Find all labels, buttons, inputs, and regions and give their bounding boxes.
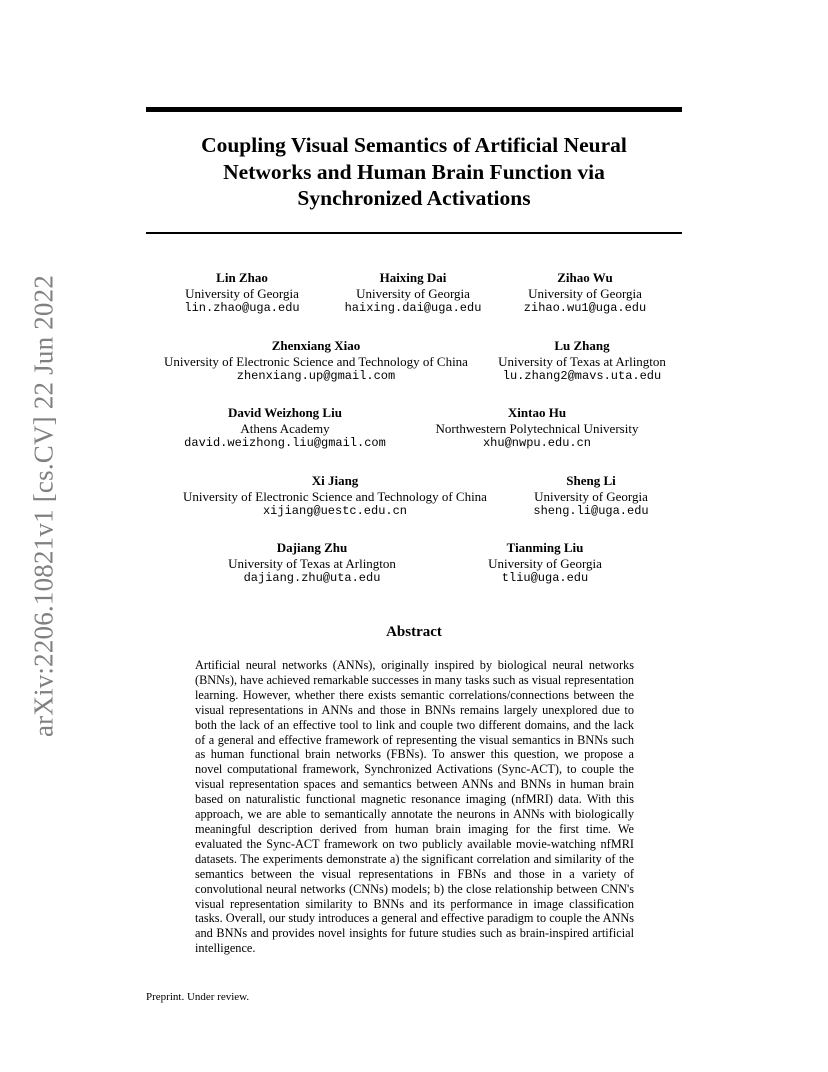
author-affiliation: University of Electronic Science and Technology of China [183,488,487,504]
author-email[interactable]: haixing.dai@uga.edu [344,301,482,315]
author-block [524,270,646,317]
author-name: Tianming Liu [506,540,584,555]
author-block [228,540,396,587]
author-email[interactable]: lu.zhang2@mavs.uta.edu [502,369,662,383]
author-affiliation: University of Texas at Arlington [228,555,396,571]
author-affiliation: University of Electronic Science and Technology of China [164,353,468,369]
author-name: Zihao Wu [557,270,613,285]
author-block [533,473,648,520]
author-email[interactable]: zihao.wu1@uga.edu [523,301,647,315]
author-email[interactable]: david.weizhong.liu@gmail.com [184,436,386,450]
author-affiliation: University of Georgia [528,285,642,301]
author-block [183,473,487,520]
author-email[interactable]: xijiang@uestc.edu.cn [262,504,408,518]
author-affiliation: University of Georgia [488,555,602,571]
author-affiliation: University of Georgia [534,488,648,504]
author-name: Xi Jiang [311,473,359,488]
footer-note: Preprint. Under review. [146,991,250,1003]
author-affiliation: Athens Academy [240,420,330,436]
title-line-3: Synchronized Activations [297,186,531,210]
author-email[interactable]: tliu@uga.edu [501,571,589,585]
author-affiliation: University of Georgia [356,285,470,301]
author-name: Zhenxiang Xiao [271,338,361,353]
author-block [345,270,482,317]
author-email[interactable]: zhenxiang.up@gmail.com [236,369,396,383]
author-email[interactable]: sheng.li@uga.edu [533,504,649,518]
title-top-rule [146,107,682,112]
author-affiliation: University of Georgia [185,285,299,301]
author-email[interactable]: dajiang.zhu@uta.edu [243,571,381,585]
paper-title [146,132,682,212]
author-block [488,540,602,587]
author-name: Sheng Li [566,473,616,488]
author-name: David Weizhong Liu [228,405,342,420]
author-affiliation: Northwestern Polytechnical University [435,420,639,436]
author-block [184,405,386,452]
abstract-heading: Abstract [386,624,442,640]
author-name: Xintao Hu [507,405,567,420]
author-block [498,338,666,385]
author-email[interactable]: xhu@nwpu.edu.cn [482,436,592,450]
title-line-1: Coupling Visual Semantics of Artificial Neural [201,133,627,157]
author-affiliation: University of Texas at Arlington [498,353,666,369]
author-name: Dajiang Zhu [276,540,348,555]
arxiv-identifier-text: arXiv:2206.10821v1 [cs.CV] 22 Jun 2022 [28,274,59,738]
author-email[interactable]: lin.zhao@uga.edu [184,301,300,315]
author-block [164,338,468,385]
author-name: Lu Zhang [554,338,610,353]
author-name: Lin Zhao [216,270,268,285]
author-block [184,270,299,317]
author-block [436,405,639,452]
title-bottom-rule [146,232,682,234]
title-line-2: Networks and Human Brain Function via [223,159,605,184]
author-name: Haixing Dai [379,270,447,285]
abstract-body: Artificial neural networks (ANNs), originally inspired by biological neural networks (BNNs), have achieved remarkable successes in many tasks such as visual representation learning. However, whether there exists semantic correlations/connections between the visual representations in ANNs and those in BNNs remains largely unexplored due to both the lack of an effective tool to link and couple two different domains, and the lack of a general and effective framework of representing the visual semantics in BNNs such as human functional brain networks (FBNs). To answer this question, we propose a novel computational framework, Synchronized Activations (Sync-ACT), to couple the visual representation spaces and semantics between ANNs and BNNs in human brain based on naturalistic functional magnetic resonance imaging (nfMRI) data. With this approach, we are able to semantically annotate the neurons in ANNs with biologically meaningful description derived from human brain imaging for the first time. We evaluated the Sync-ACT framework on two publicly available movie-watching nfMRI datasets. The experiments demonstrate a) the significant correlation and similarity of the semantics between the visual representations in FBNs and those in a variety of convolutional neural networks (CNNs) models; b) the close relationship between CNN's visual representation similarity to BNNs and its performance in image classification tasks. Overall, our study introduces a general and effective paradigm to couple the ANNs and BNNs and provides novel insights for future studies such as brain-inspired artificial intelligence. [195,658,634,956]
